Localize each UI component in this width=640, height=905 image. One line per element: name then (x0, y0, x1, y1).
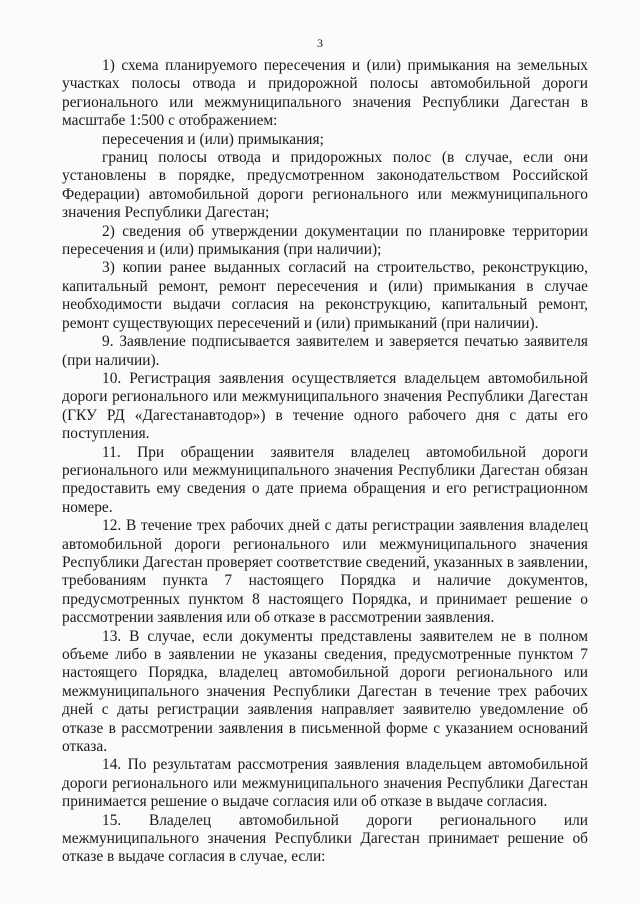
paragraph-clause-12: 12. В течение трех рабочих дней с даты регистрации заявления владелец автомобильной дороги регионального или межмуниципального значения Республики Дагестан проверяет соответствие сведений, указанных в заявлении, требованиям пункта 7 настоящего Порядка и наличие документов, предусмотренных пунктом 8 настоящего Порядка, и принимает решение о рассмотрении заявления или об отказе в рассмотрении заявления. (62, 517, 588, 627)
paragraph-clause-15: 15. Владелец автомобильной дороги регионального или межмуниципального значения Республики Дагестан принимает решение об отказе в выдаче согласия в случае, если: (62, 811, 588, 866)
document-body (62, 57, 588, 867)
paragraph-scheme-boundaries: границ полосы отвода и придорожных полос (в случае, если они установлены в порядке, предусмотренном законодательством Российской Федерации) автомобильной дороги регионального или межмуниципального значения Республики Дагестан; (62, 149, 588, 222)
paragraph-clause-13: 13. В случае, если документы представлены заявителем не в полном объеме либо в заявлении не указаны сведения, предусмотренные пунктом 7 настоящего Порядка, владелец автомобильной дороги регионального или межмуниципального значения Республики Дагестан в течение трех рабочих дней с даты регистрации заявления направляет заявителю уведомление об отказе в рассмотрении заявления в письменной форме с указанием оснований отказа. (62, 627, 588, 756)
page-number: 3 (317, 36, 323, 50)
paragraph-clause-11: 11. При обращении заявителя владелец автомобильной дороги регионального или межмуниципального значения Республики Дагестан обязан предоставить ему сведения о дате приема обращения и его регистрационном номере. (62, 443, 588, 516)
paragraph-item-3: 3) копии ранее выданных согласий на строительство, реконструкцию, капитальный ремонт, ремонт пересечения и (или) примыкания в случае необходимости выдачи согласия на реконструкцию, капитальный ремонт, ремонт существующих пересечений и (или) примыканий (при наличии). (62, 259, 588, 332)
paragraph-clause-9: 9. Заявление подписывается заявителем и заверяется печатью заявителя (при наличии). (62, 333, 588, 369)
paragraph-scheme-intersections: пересечения и (или) примыкания; (102, 130, 324, 148)
paragraph-clause-10: 10. Регистрация заявления осуществляется владельцем автомобильной дороги регионального или межмуниципального значения Республики Дагестан (ГКУ РД «Дагестанавтодор») в течение одного рабочего дня с даты его поступления. (62, 369, 588, 443)
paragraph-scheme-item-1: 1) схема планируемого пересечения и (или) примыкания на земельных участках полосы отвода и придорожной полосы автомобильной дороги регионального или межмуниципального значения Республики Дагестан в масштабе 1:500 с отображением: (62, 57, 588, 130)
paragraph-clause-14: 14. По результатам рассмотрения заявления владельцем автомобильной дороги регионального или межмуниципального значения Республики Дагестан принимается решение о выдаче согласия или об отказе в выдаче согласия. (62, 756, 588, 811)
paragraph-item-2: 2) сведения об утверждении документации по планировке территории пересечения и (или) примыкания (при наличии); (62, 222, 588, 259)
